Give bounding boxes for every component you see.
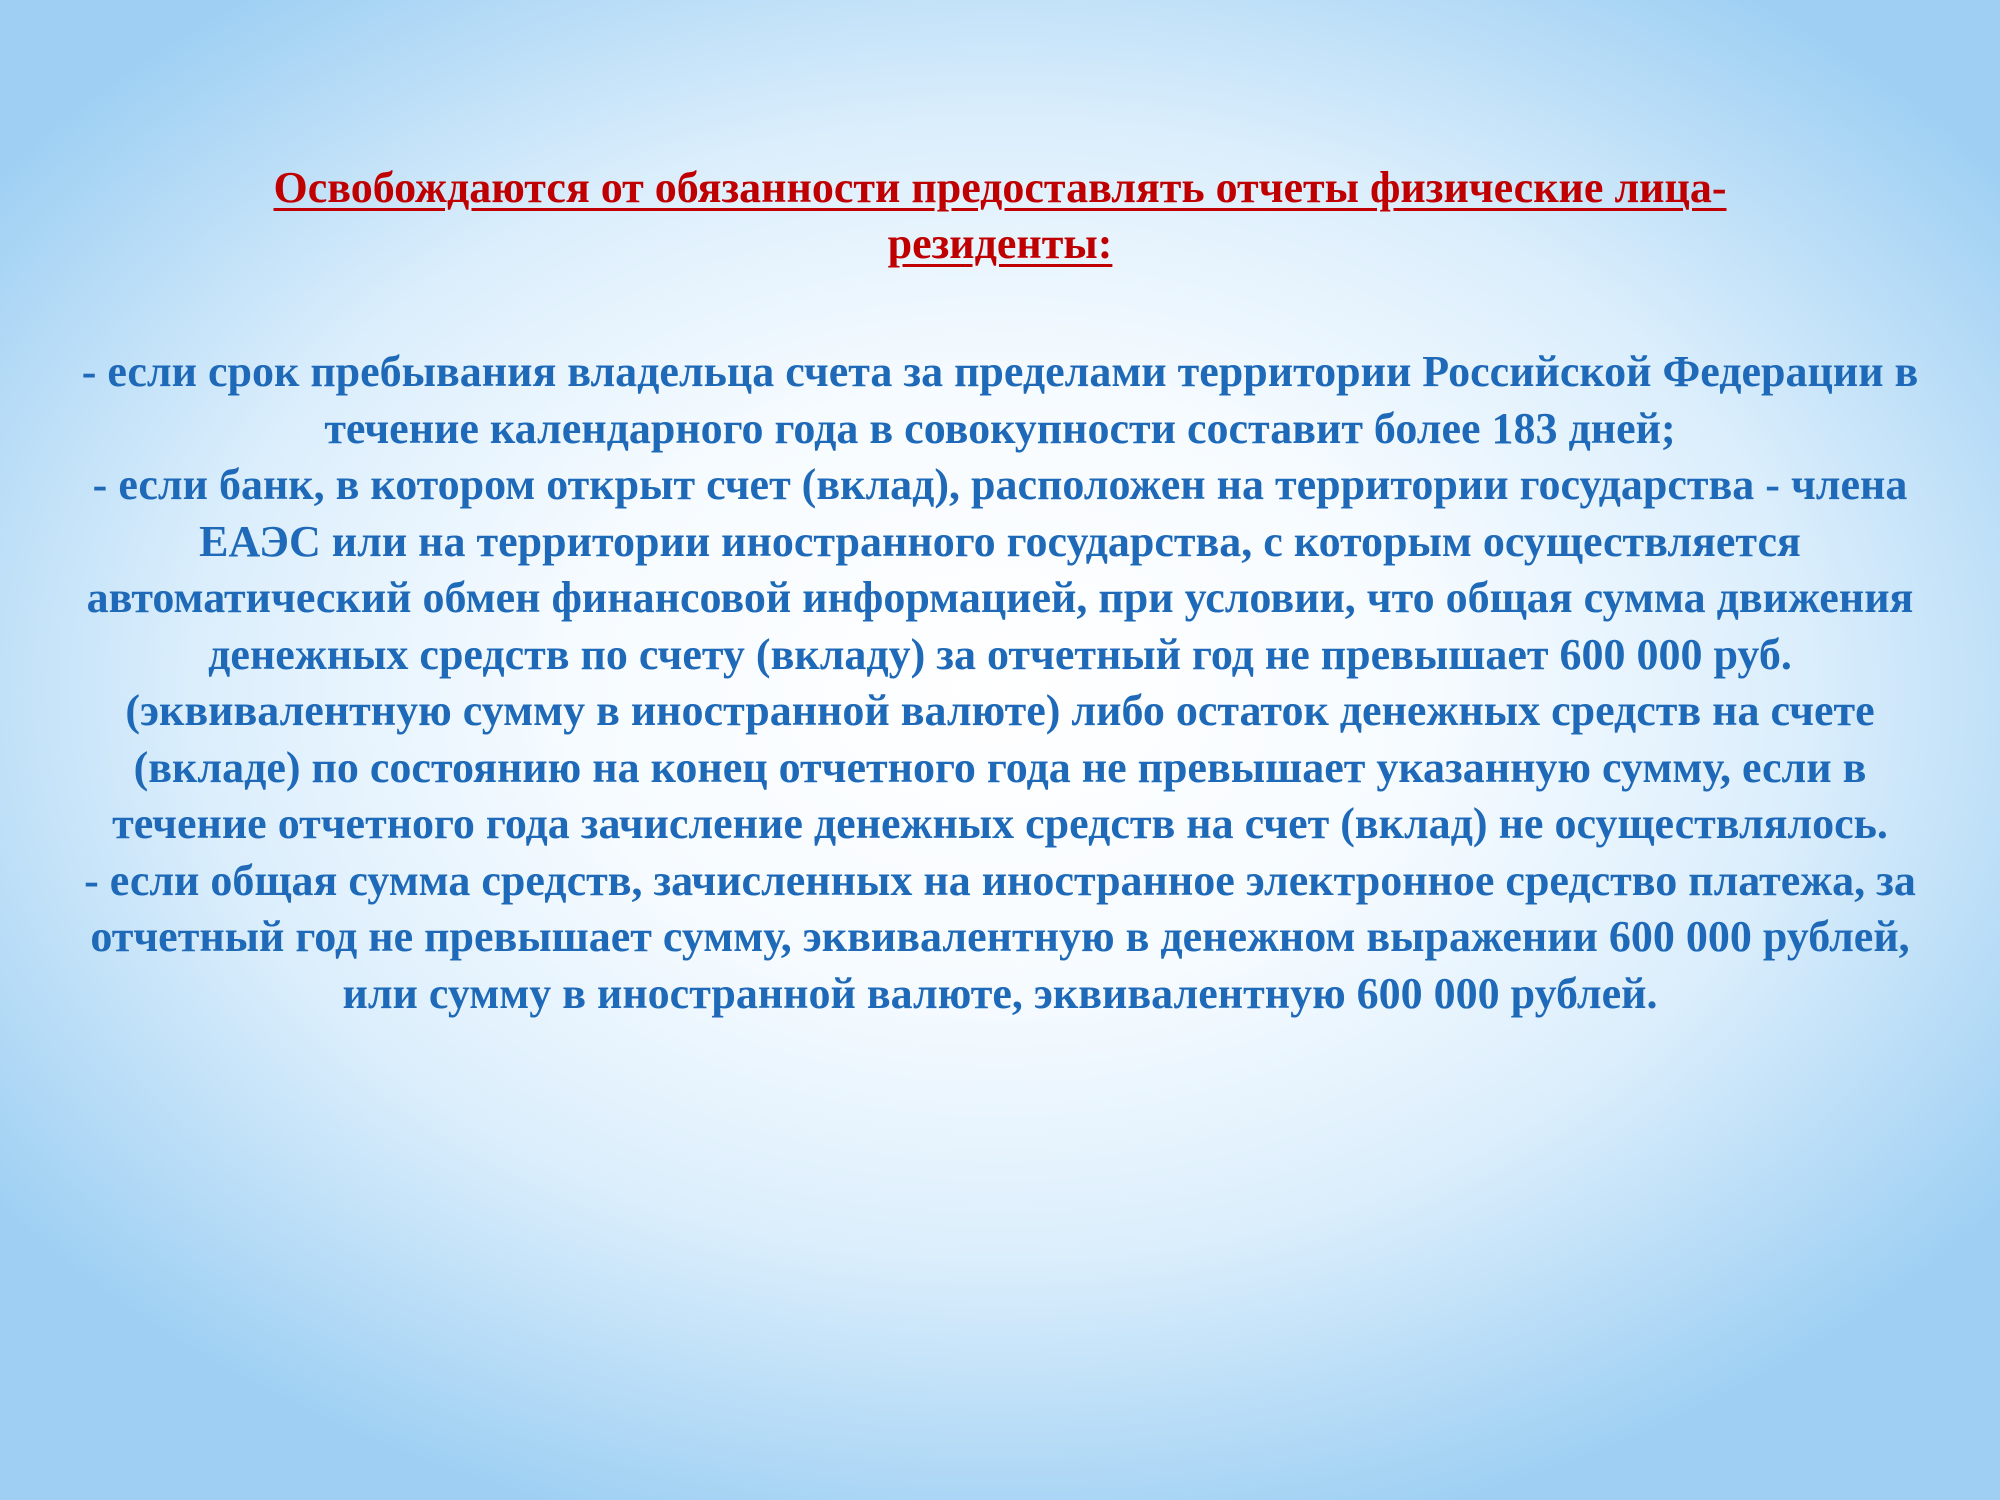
heading-line-2: резиденты:	[887, 219, 1113, 268]
exemption-item-electronic-payment: - если общая сумма средств, зачисленных на иностранное электронное средство платежа, за отчетный год не превышает сумму, эквивалентную в денежном выражении 600 000 рублей, или сумму в иностранной валюте, эквивалентную 600 000 рублей.	[84, 855, 1916, 1018]
slide-body	[60, 344, 1940, 1022]
exemption-item-stay-abroad: - если срок пребывания владельца счета за пределами территории Российской Федерации в течение календарного года в совокупности составит более 183 дней;	[81, 347, 1919, 453]
heading-line-1: Освобождаются от обязанности предоставлять отчеты физические лица-	[273, 163, 1727, 212]
exemption-item-bank-location: - если банк, в котором открыт счет (вклад), расположен на территории государства - члена ЕАЭС или на территории иностранного государства, с которым осуществляется автоматический обмен финансовой информацией, при условии, что общая сумма движения денежных средств по счету (вкладу) за отчетный год не превышает 600 000 руб. (эквивалентную сумму в иностранной валюте) либо остаток денежных средств на счете (вкладе) по состоянию на конец отчетного года не превышает указанную сумму, если в течение отчетного года зачисление денежных средств на счет (вклад) не осуществлялось.	[86, 460, 1914, 848]
slide-heading	[100, 160, 1900, 272]
